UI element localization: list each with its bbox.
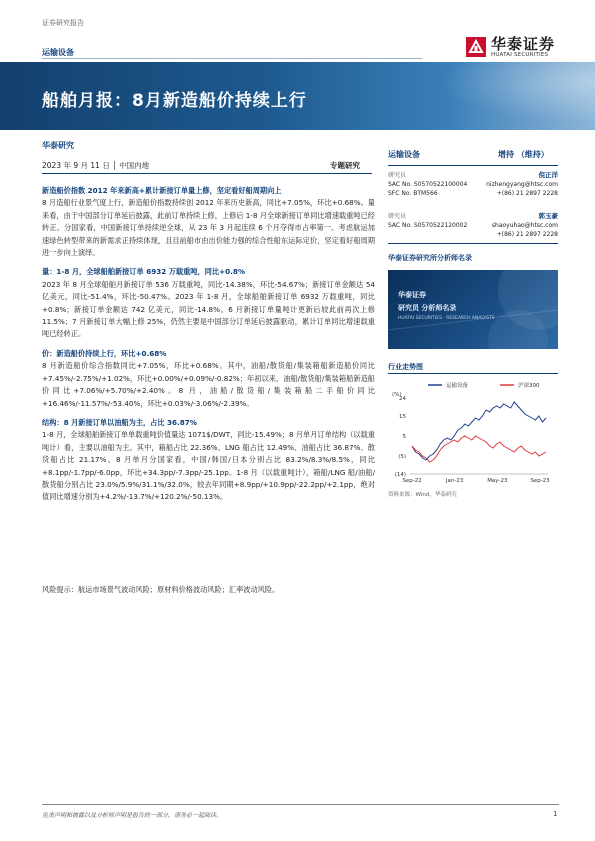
main-content (42, 185, 375, 504)
sidebar-sector: 运输设备 (388, 150, 420, 159)
header-divider (42, 58, 422, 59)
firm-name: 华泰研究 (42, 141, 74, 150)
footer-divider (42, 804, 559, 805)
section-text-summary: 8 月造船行业景气度上行，新造船价指数持续创 2012 年来历史新高，同比+7.05%，环比+0.68%。量来看，由于中国部分订单延后披露，此前订单持续上修，上修后 1-8 月全球新接订单同比增速载重吨已经转正。分国家看，中国新接订单持续逆全球，从 23 年 3 月起连续 6 个月夺得市占率第一。考虑航运加速绿色转型带来的新需求正持续体现，且目前船市由出价能力强的综合性船东运际定价，坚定看好船周期进一步向上演绎。 (42, 198, 375, 258)
chart-source: 资料来源：Wind，华泰研究 (388, 492, 457, 498)
section-text-price: 8 月新造船价综合指数同比+7.05%，环比+0.68%。其中，油船/散货船/集装箱船新造船价同比+7.45%/-2.75%/+1.02%，环比+0.00%/+0.09%/-0.82%；年初以来，油船/散货船/集装箱船新造船价同比+7.06%/+5.70%/+2.40%。8 月，油船/散货船/集装箱船二手船价同比+16.46%/-11.57%/-53.40%，环比+0.03%/-3.06%/-2.39%。 (42, 361, 375, 408)
section-text-structure: 1-8 月，全球船舶新接订单单载重吨价值量达 1071$/DWT，同比-15.49%；8 月单月订单结构（以载重吨计）看，主要以油船为主。其中，箱船占比 22.36%、LNG 船占比 12.49%、油船占比 36.87%、散货船占比 21.17%。8 月单月分国家看，中国/韩国/日本分别占比 83.2%/8.3%/8.5%，同比+8.1pp/-1.7pp/-6.0pp，环比+34.3pp/-7.3pp/-25.1pp。1-8 月（以载重吨计），箱船/LNG 船/油船/散货船分别占比 23.0%/5.9%/31.1%/32.0%，较去年同期+8.9pp/+10.9pp/-22.2pp/+2.1pp，绝对值同比增速分别为+4.2%/-13.7%/+120.2%/-50.13%。 (42, 430, 375, 502)
section-heading-structure: 结构：8 月新接订单以油船为主，占比 36.87% (42, 417, 197, 427)
series-line (412, 436, 546, 462)
disclaimer-note: 免责声明和披露以及分析师声明是报告的一部分，请务必一起阅读。 (42, 812, 223, 819)
analyst-directory-title: 华泰证券研究所分析师名录 (388, 254, 472, 262)
directory-banner-line1: 华泰证券 (398, 291, 426, 299)
x-tick-label: Jan-23 (445, 478, 464, 484)
page-number: 1 (553, 810, 558, 818)
directory-banner-line2: 研究员 分析师名录 (398, 304, 457, 312)
y-tick-label: 24 (399, 396, 406, 402)
rating-label: 增持 （维持） (498, 150, 549, 159)
y-tick-label: 5 (402, 434, 406, 440)
analyst-email[interactable]: shaoyuhao@htsc.com (491, 222, 558, 229)
report-type-label: 证券研究报告 (42, 19, 84, 27)
sidebar-divider (388, 243, 558, 244)
trend-divider (388, 373, 558, 374)
legend-label: 沪深300 (518, 383, 540, 389)
report-kind: 专题研究 (330, 161, 360, 170)
section-heading-summary: 新造船价指数 2012 年来新高+累计新接订单量上修，坚定看好船周期向上 (42, 186, 282, 195)
x-tick-label: Sep-23 (530, 478, 550, 484)
trend-chart-title: 行业走势图 (388, 363, 423, 371)
analyst-role: 研究员 (388, 172, 407, 179)
sector-label: 运输设备 (42, 48, 74, 57)
brand-logo (466, 36, 555, 58)
analyst-sac: SAC No. S0570522120002 (388, 222, 468, 229)
section-text-volume: 2023 年 8 月全球船舶月新接订单 536 万载重吨，同比-14.38%，环比-54.67%；新接订单金额达 54 亿美元，同比-51.4%，环比-50.47%。2023 年 1-8 月，全球船舶新接订单 6932 万载重吨，同比+0.8%；新接订单金额达 742 亿美元，同比-14.8%。6 月新接订单量吨计更新后较此前再次上修 11.5%；7 月新接订单大幅上修 25%，仍然主要是中国部分订单延后披露驱动，累计订单同比增速载重吨已经转正。 (42, 279, 375, 339)
report-title: 船舶月报：8月新造船价持续上行 (42, 91, 307, 111)
directory-banner-line3: HUATAI SECURITIES · RESEARCH ANALYSTS (398, 316, 495, 321)
risk-warning: 风险提示：航运市场景气波动风险；原材料价格波动风险；汇率波动风险。 (42, 585, 280, 594)
analyst-email[interactable]: nizhengyang@htsc.com (486, 181, 558, 188)
y-tick-label: (5) (398, 454, 406, 460)
logo-text-cn: 华泰证券 (491, 35, 556, 53)
series-line (412, 402, 546, 460)
banner-highlight (415, 62, 595, 130)
analyst-phone: +(86) 21 2897 2228 (496, 231, 558, 238)
x-tick-label: May-23 (487, 478, 508, 484)
industry-trend-chart (388, 376, 558, 486)
analyst-name: 倪正洋 (538, 171, 558, 179)
analyst-sfc: SFC No. BTM566 (388, 190, 438, 197)
legend-label: 运输设备 (446, 383, 469, 389)
analyst-role: 研究员 (388, 213, 407, 220)
logo-text-en: HUATAI SECURITIES (491, 52, 549, 58)
analyst-card (388, 212, 558, 239)
report-dateline: 2023 年 9 月 11 日 │ 中国内地 (42, 161, 150, 170)
analyst-sac: SAC No. S0570522100004 (388, 181, 468, 188)
analyst-card (388, 171, 558, 198)
x-tick-label: Sep-22 (402, 478, 422, 484)
huatai-logo-icon (466, 37, 486, 57)
section-heading-price: 价：新造船价持续上行，环比+0.68% (42, 348, 167, 358)
analyst-phone: +(86) 21 2897 2228 (496, 190, 558, 197)
y-tick-label: 15 (399, 414, 406, 420)
analyst-name: 郭玉豪 (538, 212, 558, 220)
meta-divider (42, 173, 372, 174)
section-heading-volume: 量：1-8 月，全球船舶新接订单 6932 万载重吨，同比+0.8% (42, 267, 246, 277)
y-tick-label: (14) (394, 472, 406, 478)
y-unit-label: (%) (392, 392, 402, 398)
